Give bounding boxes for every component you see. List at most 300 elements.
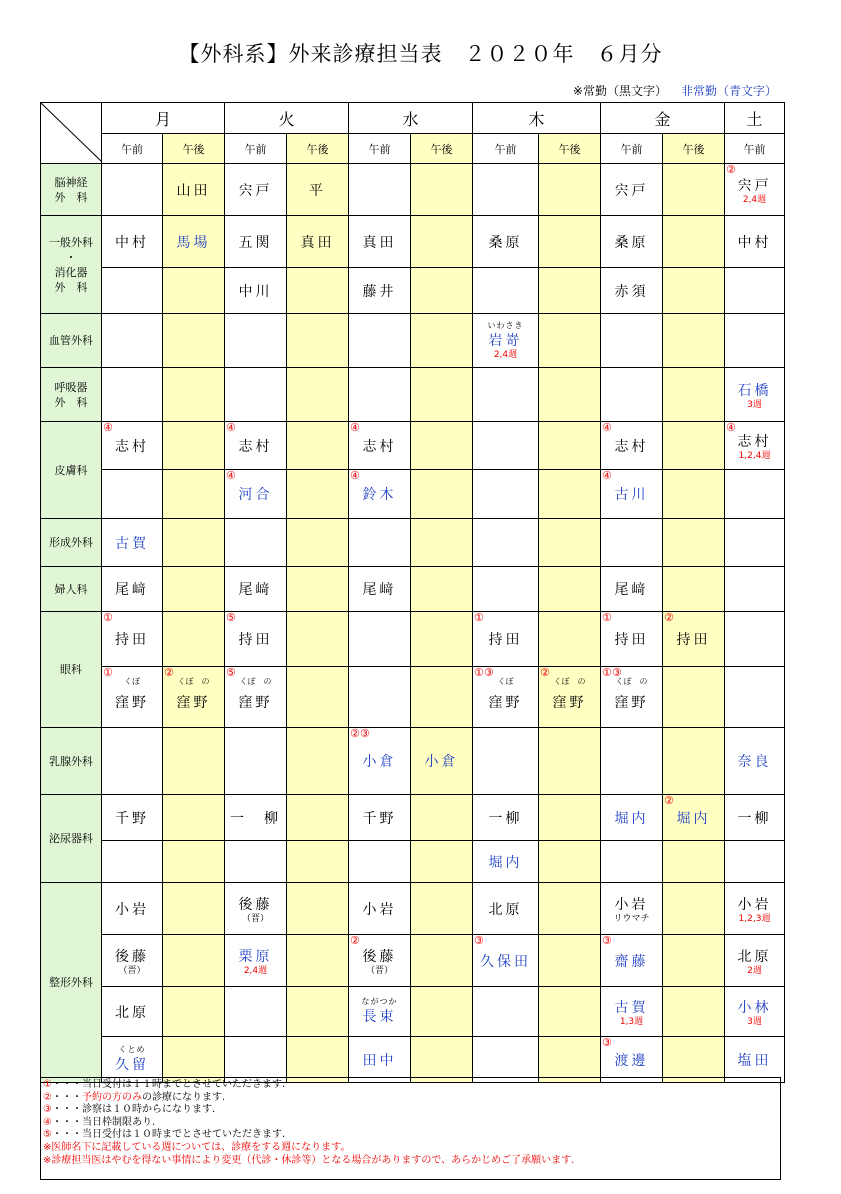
schedule-cell <box>287 422 349 470</box>
doctor-name: 一 柳 <box>230 810 281 827</box>
schedule-cell <box>473 470 539 519</box>
note-marker: ① <box>103 666 113 679</box>
furigana: くぼ の <box>239 677 272 686</box>
week-note: 1,2,3週 <box>738 913 771 924</box>
pm-header: 午後 <box>663 134 725 164</box>
half-header-row <box>41 134 785 164</box>
am-header: 午前 <box>725 134 785 164</box>
schedule-cell <box>225 987 287 1037</box>
legend-regular: ※常勤（黒文字） <box>572 84 667 98</box>
doctor-name: 持田 <box>115 632 149 648</box>
schedule-cell <box>725 567 785 612</box>
schedule-cell <box>601 883 663 935</box>
footnote-marker: ② <box>43 1091 52 1103</box>
schedule-cell <box>601 216 663 268</box>
schedule-cell <box>473 795 539 841</box>
doctor-name: 久留 <box>115 1057 149 1073</box>
doctor-name: 赤須 <box>614 283 649 300</box>
schedule-row <box>41 314 785 368</box>
schedule-cell <box>411 519 473 567</box>
schedule-cell <box>725 422 785 470</box>
doctor-name: 尾﨑 <box>362 582 397 598</box>
schedule-cell <box>473 314 539 368</box>
schedule-cell <box>725 216 785 268</box>
schedule-cell <box>539 164 601 216</box>
schedule-cell <box>601 368 663 422</box>
schedule-cell <box>725 612 785 667</box>
schedule-cell <box>473 567 539 612</box>
schedule-cell <box>411 314 473 368</box>
doctor-name: 栗原 <box>238 948 273 965</box>
doctor-name: 窪野 <box>488 695 523 711</box>
doctor-name: 窪野 <box>614 695 649 711</box>
schedule-cell <box>539 216 601 268</box>
schedule-cell <box>349 422 411 470</box>
doctor-name: 尾﨑 <box>238 582 273 598</box>
schedule-cell <box>725 935 785 987</box>
schedule-cell <box>163 216 225 268</box>
schedule-cell <box>102 987 163 1037</box>
doctor-name: 小倉 <box>362 754 397 770</box>
schedule-cell <box>411 164 473 216</box>
schedule-cell <box>225 841 287 883</box>
schedule-cell <box>539 612 601 667</box>
schedule-cell <box>725 728 785 795</box>
footnote-emphasis: 予約の方のみ <box>81 1091 142 1103</box>
doctor-name: 平 <box>309 182 326 199</box>
schedule-cell <box>163 667 225 728</box>
doctor-name: 窪野 <box>176 695 211 711</box>
doctor-name: 久保田 <box>480 953 531 970</box>
schedule-cell <box>473 519 539 567</box>
schedule-cell <box>663 795 725 841</box>
footnote-text: ・・・当日受付は１１時までとさせていただきます. <box>51 1079 286 1090</box>
footnote-line <box>43 1104 780 1117</box>
schedule-cell <box>473 667 539 728</box>
schedule-cell <box>349 164 411 216</box>
day-header: 木 <box>473 103 601 134</box>
schedule-cell <box>163 795 225 841</box>
header-corner <box>41 103 102 164</box>
furigana: いわさき <box>487 321 524 330</box>
doctor-name: 鈴木 <box>362 487 397 503</box>
schedule-cell <box>225 883 287 935</box>
doctor-name: 桑原 <box>488 234 523 251</box>
week-note: 2,4週 <box>493 350 518 360</box>
week-note: 1,2,4週 <box>738 450 771 461</box>
note-marker: ③ <box>602 1036 612 1049</box>
doctor-name: 古賀 <box>115 535 149 552</box>
schedule-cell <box>601 567 663 612</box>
schedule-cell <box>225 795 287 841</box>
pm-header: 午後 <box>411 134 473 164</box>
schedule-cell <box>349 935 411 987</box>
department-label: 整形外科 <box>41 883 102 1083</box>
schedule-cell <box>601 422 663 470</box>
doctor-name: 岩嵜 <box>488 333 523 349</box>
note-marker: ② <box>164 666 174 679</box>
schedule-cell <box>102 519 163 567</box>
department-label: 眼科 <box>41 612 102 728</box>
note-marker: ④ <box>226 469 236 482</box>
week-note: 2,4週 <box>243 965 268 976</box>
doctor-name: 千野 <box>362 810 397 827</box>
schedule-cell <box>601 728 663 795</box>
note-marker: ④ <box>103 421 113 434</box>
schedule-cell <box>349 216 411 268</box>
doctor-name: 奈良 <box>737 754 772 770</box>
doctor-name: 馬場 <box>176 234 211 251</box>
note-marker: ④ <box>726 421 736 434</box>
schedule-cell <box>102 883 163 935</box>
doctor-name: 志村 <box>737 433 772 450</box>
schedule-row <box>41 519 785 567</box>
schedule-cell <box>663 314 725 368</box>
doctor-name: 窪野 <box>115 695 149 711</box>
schedule-cell <box>539 470 601 519</box>
schedule-cell <box>287 883 349 935</box>
schedule-cell <box>725 987 785 1037</box>
schedule-cell <box>539 841 601 883</box>
schedule-cell <box>163 935 225 987</box>
schedule-cell <box>663 216 725 268</box>
schedule-cell <box>663 935 725 987</box>
schedule-cell <box>725 368 785 422</box>
schedule-row <box>41 728 785 795</box>
furigana: くぼ <box>124 677 140 686</box>
doctor-name: 小岩 <box>115 901 149 918</box>
schedule-cell <box>225 268 287 314</box>
schedule-cell <box>411 612 473 667</box>
schedule-cell <box>663 368 725 422</box>
schedule-cell <box>163 841 225 883</box>
note-marker: ② <box>726 163 736 176</box>
schedule-cell <box>225 612 287 667</box>
schedule-cell <box>539 935 601 987</box>
schedule-row <box>41 1037 785 1083</box>
schedule-cell <box>349 1037 411 1083</box>
am-header: 午前 <box>102 134 163 164</box>
schedule-cell <box>287 612 349 667</box>
schedule-cell <box>349 841 411 883</box>
schedule-cell <box>349 268 411 314</box>
schedule-cell <box>601 795 663 841</box>
schedule-cell <box>225 164 287 216</box>
footnotes <box>40 1077 781 1180</box>
doctor-name: 志村 <box>238 438 273 455</box>
footnote-marker: ① <box>43 1079 52 1090</box>
doctor-name: 小岩 <box>737 896 772 913</box>
schedule-cell <box>102 567 163 612</box>
schedule-cell <box>411 422 473 470</box>
doctor-name: 田中 <box>362 1052 397 1069</box>
footnote-line <box>43 1092 780 1105</box>
doctor-name: 後藤 <box>362 948 397 965</box>
am-header: 午前 <box>473 134 539 164</box>
schedule-cell <box>663 519 725 567</box>
schedule-cell <box>225 1037 287 1083</box>
schedule-cell <box>663 567 725 612</box>
schedule-cell <box>411 667 473 728</box>
schedule-cell <box>539 368 601 422</box>
schedule-cell <box>473 883 539 935</box>
schedule-cell <box>349 883 411 935</box>
schedule-cell <box>102 422 163 470</box>
note-marker: ②③ <box>350 727 370 740</box>
schedule-cell <box>163 519 225 567</box>
department-label: 呼吸器 外 科 <box>41 368 102 422</box>
footnote-text: ・・・当日受付は１０時までとさせていただきます. <box>51 1129 286 1141</box>
schedule-cell <box>287 795 349 841</box>
schedule-cell <box>725 883 785 935</box>
doctor-name: 志村 <box>614 438 649 455</box>
week-note: 3週 <box>747 1016 762 1027</box>
schedule-cell <box>287 728 349 795</box>
department-label: 脳神経 外 科 <box>41 164 102 216</box>
name-note: リウマチ <box>613 913 650 924</box>
day-header-row <box>41 103 785 134</box>
doctor-name: 尾﨑 <box>115 582 149 598</box>
footnote-text: ・・・診察は１０時からになります. <box>51 1104 216 1116</box>
footnote-line <box>43 1117 780 1130</box>
schedule-row <box>41 612 785 667</box>
schedule-cell <box>473 422 539 470</box>
note-marker: ② <box>350 934 360 947</box>
pm-header: 午後 <box>287 134 349 164</box>
doctor-name: 山田 <box>176 182 211 199</box>
doctor-name: 堀内 <box>676 810 711 827</box>
department-label: 皮膚科 <box>41 422 102 519</box>
doctor-name: 中村 <box>737 234 772 251</box>
doctor-name: 小岩 <box>362 901 397 918</box>
doctor-name: 真田 <box>300 234 335 251</box>
day-header: 火 <box>225 103 349 134</box>
schedule-cell <box>473 987 539 1037</box>
note-marker: ⑤ <box>226 611 236 624</box>
doctor-name: 古川 <box>614 487 649 503</box>
schedule-cell <box>601 314 663 368</box>
schedule-cell <box>663 841 725 883</box>
schedule-cell <box>473 216 539 268</box>
schedule-cell <box>163 164 225 216</box>
schedule-cell <box>163 612 225 667</box>
schedule-cell <box>287 1037 349 1083</box>
schedule-cell <box>349 368 411 422</box>
note-marker: ① <box>474 611 484 624</box>
schedule-cell <box>725 1037 785 1083</box>
schedule-cell <box>539 987 601 1037</box>
schedule-cell <box>411 795 473 841</box>
schedule-cell <box>287 216 349 268</box>
doctor-name: 中川 <box>238 283 273 300</box>
schedule-cell <box>725 795 785 841</box>
schedule-cell <box>163 883 225 935</box>
doctor-name: 持田 <box>488 632 523 648</box>
schedule-cell <box>473 368 539 422</box>
schedule-cell <box>287 667 349 728</box>
schedule-row <box>41 164 785 216</box>
doctor-name: 桑原 <box>614 234 649 251</box>
doctor-name: 齋藤 <box>614 953 649 970</box>
schedule-cell <box>225 567 287 612</box>
schedule-cell <box>163 470 225 519</box>
schedule-table <box>40 102 785 1083</box>
schedule-cell <box>349 987 411 1037</box>
schedule-cell <box>349 728 411 795</box>
schedule-row <box>41 567 785 612</box>
schedule-cell <box>102 1037 163 1083</box>
doctor-name: 堀内 <box>488 854 523 871</box>
schedule-cell <box>725 470 785 519</box>
schedule-cell <box>601 164 663 216</box>
note-marker: ①③ <box>474 666 494 679</box>
schedule-cell <box>411 368 473 422</box>
schedule-cell <box>601 1037 663 1083</box>
schedule-row <box>41 368 785 422</box>
schedule-cell <box>102 314 163 368</box>
doctor-name: 五関 <box>238 234 273 251</box>
schedule-cell <box>473 935 539 987</box>
schedule-cell <box>663 268 725 314</box>
doctor-name: 渡邊 <box>614 1052 649 1069</box>
doctor-name: 宍戸 <box>614 182 649 199</box>
department-label: 一般外科 ・ 消化器 外 科 <box>41 216 102 314</box>
note-marker: ④ <box>350 469 360 482</box>
department-label: 形成外科 <box>41 519 102 567</box>
doctor-name: 北原 <box>488 901 523 918</box>
schedule-cell <box>473 841 539 883</box>
legend-nonregular: 非常勤（青文字） <box>680 84 777 98</box>
footnote-marker: ③ <box>43 1104 52 1116</box>
schedule-cell <box>473 612 539 667</box>
schedule-cell <box>349 667 411 728</box>
schedule-cell <box>163 268 225 314</box>
schedule-cell <box>287 519 349 567</box>
schedule-cell <box>102 935 163 987</box>
schedule-cell <box>287 567 349 612</box>
doctor-name: 宍戸 <box>737 177 772 194</box>
am-header: 午前 <box>225 134 287 164</box>
schedule-cell <box>102 368 163 422</box>
week-note: 2週 <box>747 965 762 976</box>
doctor-name: 河合 <box>238 487 273 503</box>
schedule-cell <box>663 164 725 216</box>
schedule-cell <box>725 164 785 216</box>
doctor-name: 志村 <box>115 438 149 455</box>
schedule-cell <box>102 841 163 883</box>
schedule-cell <box>539 519 601 567</box>
schedule-cell <box>287 841 349 883</box>
schedule-row <box>41 268 785 314</box>
doctor-name: 中村 <box>115 234 149 251</box>
schedule-cell <box>725 667 785 728</box>
schedule-cell <box>102 667 163 728</box>
schedule-cell <box>473 728 539 795</box>
schedule-row <box>41 883 785 935</box>
footnote-marker: ④ <box>43 1116 52 1128</box>
schedule-cell <box>601 841 663 883</box>
doctor-name: 小倉 <box>424 754 459 770</box>
schedule-cell <box>349 612 411 667</box>
schedule-cell <box>102 164 163 216</box>
schedule-cell <box>102 470 163 519</box>
doctor-name: 千野 <box>115 810 149 827</box>
schedule-cell <box>349 519 411 567</box>
furigana: ながつか <box>361 997 398 1006</box>
pm-header: 午後 <box>539 134 601 164</box>
note-marker: ③ <box>602 934 612 947</box>
schedule-cell <box>102 728 163 795</box>
page-title: 【外科系】外来診療担当表 ２０２０年 ６月分 <box>178 42 663 66</box>
schedule-row <box>41 841 785 883</box>
doctor-name: 持田 <box>676 632 711 648</box>
note-marker: ② <box>664 794 674 807</box>
doctor-name: 窪野 <box>552 695 587 711</box>
schedule-row <box>41 470 785 519</box>
footnote-emphasis: ※医師名下に記載している週については、診療をする週になります。 <box>43 1141 351 1153</box>
schedule-cell <box>601 935 663 987</box>
note-marker: ③ <box>474 934 484 947</box>
schedule-row <box>41 216 785 268</box>
schedule-row <box>41 935 785 987</box>
schedule-cell <box>225 519 287 567</box>
schedule-cell <box>349 567 411 612</box>
department-label: 婦人科 <box>41 567 102 612</box>
schedule-cell <box>663 612 725 667</box>
schedule-row <box>41 422 785 470</box>
doctor-name: 真田 <box>362 234 397 251</box>
doctor-name: 小林 <box>737 999 772 1016</box>
schedule-cell <box>663 728 725 795</box>
doctor-name: 堀内 <box>614 810 649 827</box>
schedule-cell <box>725 519 785 567</box>
schedule-cell <box>225 728 287 795</box>
am-header: 午前 <box>349 134 411 164</box>
doctor-name: 後藤 <box>238 896 273 913</box>
schedule-cell <box>663 987 725 1037</box>
doctor-name: 塩田 <box>737 1052 772 1069</box>
schedule-cell <box>539 567 601 612</box>
schedule-cell <box>349 314 411 368</box>
schedule-cell <box>225 935 287 987</box>
schedule-cell <box>473 164 539 216</box>
note-marker: ④ <box>226 421 236 434</box>
doctor-name: 持田 <box>238 632 273 648</box>
doctor-name: 石橋 <box>737 382 772 399</box>
schedule-cell <box>225 422 287 470</box>
note-marker: ① <box>602 611 612 624</box>
color-legend <box>573 82 777 99</box>
schedule-cell <box>163 567 225 612</box>
department-label: 泌尿器科 <box>41 795 102 883</box>
note-marker: ⑤ <box>226 666 236 679</box>
furigana: くぼ の <box>177 677 210 686</box>
doctor-name: 後藤 <box>115 948 149 965</box>
name-note: （晋） <box>118 965 146 976</box>
schedule-cell <box>411 1037 473 1083</box>
name-note: （晋） <box>241 913 269 924</box>
doctor-name: 一柳 <box>488 810 523 827</box>
note-marker: ② <box>664 611 674 624</box>
doctor-name: 藤井 <box>362 283 397 300</box>
day-header: 土 <box>725 103 785 134</box>
schedule-cell <box>163 987 225 1037</box>
footnote-line <box>43 1142 780 1155</box>
schedule-cell <box>411 268 473 314</box>
schedule-cell <box>663 883 725 935</box>
schedule-cell <box>411 728 473 795</box>
schedule-cell <box>725 841 785 883</box>
